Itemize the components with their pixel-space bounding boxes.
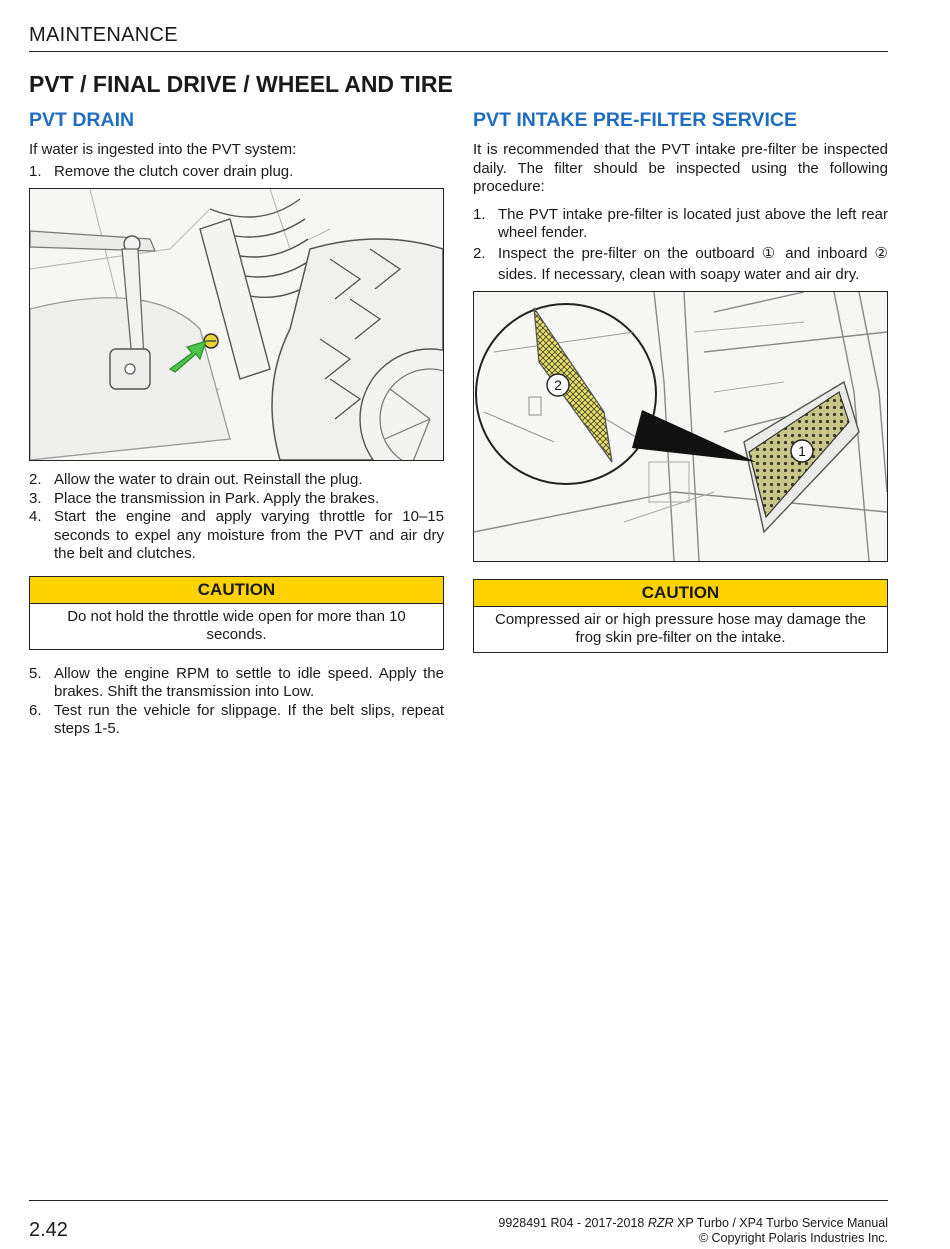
step-item — [473, 206, 888, 243]
step-number: 3. — [29, 489, 42, 507]
step-number: 1. — [473, 205, 486, 223]
pvt-drain-steps-a — [29, 163, 444, 182]
pvt-drain-steps-b — [29, 471, 444, 564]
step-item — [29, 702, 444, 739]
page-number: 2.42 — [29, 1219, 68, 1241]
prefilter-heading: PVT INTAKE PRE-FILTER SERVICE — [473, 109, 797, 131]
prefilter-figure — [473, 291, 888, 562]
pvt-drain-steps-c — [29, 665, 444, 739]
caution-box-compressed-air — [473, 579, 888, 653]
manual-model: RZR — [647, 1216, 674, 1230]
step-item — [29, 163, 444, 182]
caution-label: CAUTION — [30, 577, 443, 604]
step-text: Start the engine and apply varying throttle for 10–15 seconds to expel any moisture from the PVT and air dry the belt and clutches. — [54, 508, 444, 562]
step-item — [29, 490, 444, 509]
clutch-drain-illustration — [30, 189, 443, 460]
step-number: 5. — [29, 664, 42, 682]
callout-2 — [547, 374, 569, 396]
step-number: 1. — [29, 162, 42, 180]
page-title: PVT / FINAL DRIVE / WHEEL AND TIRE — [29, 71, 453, 97]
right-column — [473, 108, 888, 653]
step-text: Test run the vehicle for slippage. If the belt slips, repeat steps 1-5. — [54, 701, 444, 737]
manual-prefix: 9928491 R04 - 2017-2018 — [498, 1216, 648, 1230]
step-text: Place the transmission in Park. Apply the brakes. — [54, 489, 380, 507]
step-text: Allow the water to drain out. Reinstall the plug. — [54, 471, 363, 488]
step-text: The PVT intake pre-filter is located just above the left rear wheel fender. — [498, 205, 888, 241]
callout-1 — [791, 440, 813, 462]
caution-text: Compressed air or high pressure hose may damage the frog skin pre-filter on the intake. — [494, 610, 867, 646]
footer-manual-info — [498, 1216, 888, 1246]
step-number: 4. — [29, 508, 42, 525]
step-text: Inspect the pre-filter on the outboard ① and inboard ② sides. If necessary, clean with soapy water and air dry. — [498, 244, 888, 283]
step-item — [29, 665, 444, 702]
step-text: Remove the clutch cover drain plug. — [54, 162, 294, 180]
left-column — [29, 108, 444, 739]
caution-text: Do not hold the throttle wide open for more than 10 seconds. — [67, 607, 406, 643]
step-number: 6. — [29, 701, 42, 719]
manual-suffix: XP Turbo / XP4 Turbo Service Manual — [673, 1216, 888, 1230]
manual-title — [498, 1216, 888, 1231]
step-item — [29, 508, 444, 564]
footer-rule — [29, 1200, 888, 1201]
clutch-drain-plug-figure — [29, 188, 444, 461]
step-item — [473, 243, 888, 285]
callout-2-label: 2 — [554, 376, 562, 393]
pvt-drain-intro: If water is ingested into the PVT system: — [29, 141, 297, 158]
copyright: © Copyright Polaris Industries Inc. — [698, 1231, 888, 1245]
step-number: 2. — [473, 244, 486, 262]
callout-1-label: 1 — [798, 442, 806, 459]
prefilter-intro: It is recommended that the PVT intake pre-filter be inspected daily. The filter should be inspected using the following procedure: — [473, 141, 888, 195]
pvt-drain-heading: PVT DRAIN — [29, 109, 135, 131]
step-item — [29, 471, 444, 490]
section-header: MAINTENANCE — [29, 24, 888, 52]
caution-label: CAUTION — [474, 580, 887, 607]
step-number: 2. — [29, 471, 42, 488]
prefilter-illustration — [474, 292, 887, 561]
step-text: Allow the engine RPM to settle to idle speed. Apply the brakes. Shift the transmission into Low. — [54, 664, 444, 700]
prefilter-steps — [473, 206, 888, 285]
caution-box-throttle — [29, 576, 444, 650]
